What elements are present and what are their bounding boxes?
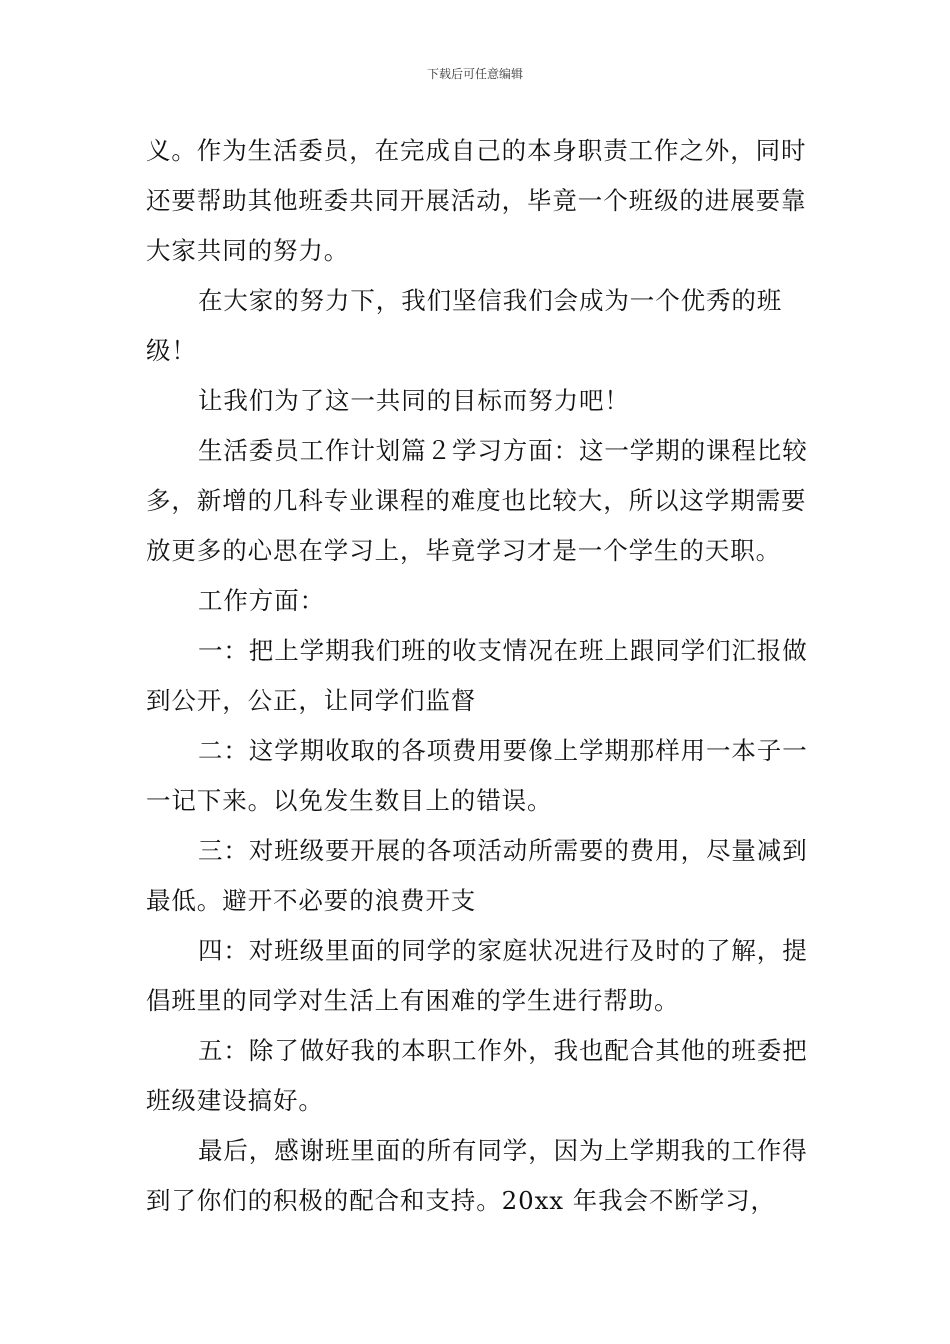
list-item-five: 五：除了做好我的本职工作外，我也配合其他的班委把班级建设搞好。 — [146, 1036, 808, 1115]
paragraph: 让我们为了这一共同的目标而努力吧！ — [198, 386, 630, 415]
document-body — [146, 126, 808, 1226]
paragraph: 生活委员工作计划篇２学习方面：这一学期的课程比较多，新增的几科专业课程的难度也比较大，所以这学期需要放更多的心思在学习上，毕竟学习才是一个学生的天职。 — [146, 436, 808, 565]
paragraph-heading-work: 工作方面： — [198, 586, 325, 615]
paragraph-closing: 最后，感谢班里面的所有同学，因为上学期我的工作得到了你们的积极的配合和支持。20xx 年我会不断学习， — [146, 1136, 808, 1215]
list-item-one: 一：把上学期我们班的收支情况在班上跟同学们汇报做到公开，公正，让同学们监督 — [146, 636, 808, 715]
paragraph-continuation: 义。作为生活委员，在完成自己的本身职责工作之外，同时还要帮助其他班委共同开展活动，毕竟一个班级的进展要靠大家共同的努力。 — [146, 136, 807, 265]
list-item-four: 四：对班级里面的同学的家庭状况进行及时的了解，提倡班里的同学对生活上有困难的学生进行帮助。 — [146, 936, 808, 1015]
list-item-two: 二：这学期收取的各项费用要像上学期那样用一本子一一记下来。以免发生数目上的错误。 — [146, 736, 808, 815]
list-item-three: 三：对班级要开展的各项活动所需要的费用，尽量减到最低。避开不必要的浪费开支 — [146, 836, 808, 915]
paragraph: 在大家的努力下，我们坚信我们会成为一个优秀的班级！ — [146, 286, 783, 365]
page-header-note: 下载后可任意编辑 — [426, 67, 523, 81]
